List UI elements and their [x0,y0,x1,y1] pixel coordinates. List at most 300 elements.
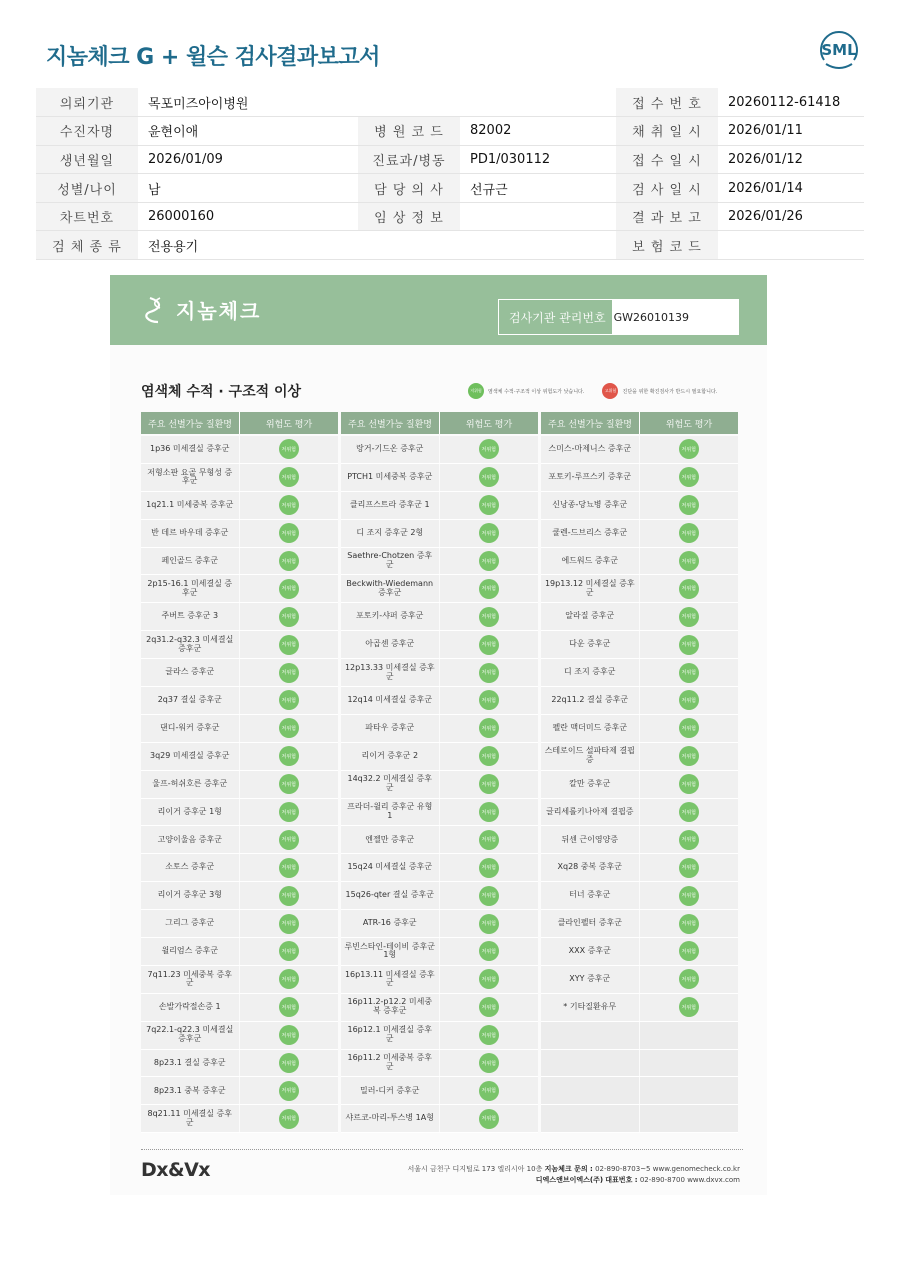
disease-name: ATR-16 증후군 [341,910,439,937]
risk-cell [440,826,538,853]
low-risk-badge: 저위험 [479,830,499,850]
disease-name: 19p13.12 미세결실 증후군 [541,575,639,602]
disease-name: Saethre-Chotzen 증후군 [341,548,439,575]
risk-cell [240,492,338,519]
risk-cell [640,743,738,770]
disease-name: 15q26-qter 결실 증후군 [341,882,439,909]
low-risk-badge: 저위험 [479,495,499,515]
low-risk-badge: 저위험 [479,1025,499,1045]
disease-row [141,575,338,603]
risk-cell [240,966,338,993]
disease-row [341,659,538,687]
risk-cell [240,687,338,714]
disease-row [341,520,538,548]
brand-name: 지놈체크 [176,299,262,323]
disease-name: 클리프스트라 증후군 1 [341,492,439,519]
column-header-risk: 위험도 평가 [439,412,538,434]
column-header [141,412,338,434]
disease-row [341,882,538,910]
disease-name: 아곱센 증후군 [341,631,439,658]
disease-name: 8q21.11 미세결실 증후군 [141,1105,239,1132]
disease-name: 고양이울음 증후군 [141,826,239,853]
disease-row [341,994,538,1022]
disease-row [141,743,338,771]
low-risk-badge: 저위험 [679,886,699,906]
info-value: 20260112-61418 [718,88,864,117]
low-risk-badge: 저위험 [479,607,499,627]
risk-cell [440,938,538,965]
info-label: 의뢰기관 [36,88,138,117]
disease-name: 신낭종-당뇨병 증후군 [541,492,639,519]
disease-row [541,771,738,799]
disease-column-1 [141,412,338,1133]
risk-cell [440,492,538,519]
disease-name: 16p11.2-p12.2 미세중복 증후군 [341,994,439,1021]
disease-name: 리이거 증후군 2 [341,743,439,770]
info-value: 전용용기 [138,231,358,260]
disease-row [541,520,738,548]
disease-name: 7q11.23 미세중복 증후군 [141,966,239,993]
low-risk-badge: 저위험 [679,467,699,487]
low-risk-badge: 저위험 [479,1109,499,1129]
low-risk-badge: 저위험 [279,635,299,655]
low-risk-badge: 저위험 [479,439,499,459]
risk-cell [240,1022,338,1049]
disease-name: 페인골드 증후군 [141,548,239,575]
info-value: 윤현이애 [138,117,358,146]
disease-name: 손발가락절손증 1 [141,994,239,1021]
low-risk-badge: 저위험 [679,551,699,571]
risk-cell [440,854,538,881]
disease-name: 루빈스타인-테이비 증후군 1형 [341,938,439,965]
disease-row [141,687,338,715]
low-risk-badge: 저위험 [679,607,699,627]
disease-name: 리이거 증후군 1형 [141,799,239,826]
low-risk-badge: 저위험 [679,914,699,934]
disease-row [341,1077,538,1105]
risk-cell [240,1105,338,1132]
disease-name: 디 조지 증후군 [541,659,639,686]
info-label: 접 수 일 시 [616,145,718,174]
patient-info-table [36,88,864,260]
low-risk-badge: 저위험 [279,523,299,543]
risk-cell [440,799,538,826]
disease-row [141,436,338,464]
low-risk-badge: 저위험 [279,718,299,738]
disease-name: 칼만 증후군 [541,771,639,798]
disease-row [141,492,338,520]
disease-row [341,492,538,520]
dxvx-logo: Dx&Vx [141,1159,211,1181]
disease-row [541,743,738,771]
disease-name: 밀러-디커 증후군 [341,1077,439,1104]
disease-row [541,659,738,687]
disease-name: Xq28 중복 증후군 [541,854,639,881]
disease-name: 프라더-윌리 증후군 유형 1 [341,799,439,826]
risk-cell [440,575,538,602]
disease-row [341,603,538,631]
disease-row [341,854,538,882]
risk-cell [240,771,338,798]
low-risk-badge: 저위험 [479,663,499,683]
disease-name: 주버트 증후군 3 [141,603,239,630]
low-risk-badge: 저위험 [479,1081,499,1101]
info-label: 결 과 보 고 [616,202,718,231]
info-label: 채 취 일 시 [616,117,718,146]
footer-rep-label: 대표번호 : [605,1176,638,1185]
disease-row [541,938,738,966]
info-row [36,231,864,260]
risk-cell [640,687,738,714]
info-label: 진료과/병동 [358,145,460,174]
low-risk-badge: 저위험 [479,467,499,487]
disease-row [341,826,538,854]
risk-cell [240,1077,338,1104]
info-value: 2026/01/11 [718,117,864,146]
low-risk-badge: 저위험 [479,914,499,934]
low-risk-badge: 저위험 [479,858,499,878]
disease-name: XYY 증후군 [541,966,639,993]
info-value: 2026/01/09 [138,145,358,174]
column-header-name: 주요 선별가능 질환명 [148,419,232,430]
disease-name [541,1050,639,1077]
info-label: 생년월일 [36,145,138,174]
disease-name: 포토키-루프스키 증후군 [541,464,639,491]
disease-name [541,1022,639,1049]
disease-row [541,687,738,715]
disease-name: 댄디-워커 증후군 [141,715,239,742]
disease-name: 윌리엄스 증후군 [141,938,239,965]
disease-row [141,464,338,492]
disease-row [541,548,738,576]
risk-cell [240,743,338,770]
disease-row [541,910,738,938]
risk-cell [240,548,338,575]
disease-row [541,575,738,603]
disease-name: 포토키-샤퍼 증후군 [341,603,439,630]
risk-cell [440,659,538,686]
low-risk-badge: 저위험 [679,858,699,878]
risk-cell [640,938,738,965]
risk-cell [240,575,338,602]
info-label: 보 험 코 드 [616,231,718,260]
risk-cell [640,994,738,1021]
low-risk-badge: 저위험 [679,774,699,794]
disease-name: 엔젤만 증후군 [341,826,439,853]
low-risk-badge: 저위험 [279,551,299,571]
disease-row [141,1022,338,1050]
low-risk-badge: 저위험 [279,914,299,934]
risk-cell [640,492,738,519]
info-label: 병 원 코 드 [358,117,460,146]
low-risk-badge: 저위험 [279,774,299,794]
disease-name: 글라스 증후군 [141,659,239,686]
risk-cell [240,715,338,742]
risk-cell [440,1022,538,1049]
column-header [341,412,538,434]
disease-row [541,882,738,910]
low-risk-badge: 저위험 [679,802,699,822]
risk-cell [640,631,738,658]
info-value [460,202,616,231]
disease-row [141,548,338,576]
column-header-risk: 위험도 평가 [639,412,738,434]
low-risk-badge: 저위험 [279,1081,299,1101]
footer-website-2: www.dxvx.com [687,1176,740,1185]
low-risk-badge: 저위험 [679,718,699,738]
disease-row [141,603,338,631]
genomecheck-report-image [110,275,767,1195]
risk-cell [440,994,538,1021]
section-title: 염색체 수적 · 구조적 이상 [141,384,302,400]
disease-row [541,631,738,659]
disease-row [341,743,538,771]
info-value [718,231,864,260]
genomecheck-brand [144,295,261,324]
disease-name: 12p13.33 미세결실 증후군 [341,659,439,686]
risk-cell [640,966,738,993]
low-risk-badge: 저위험 [479,802,499,822]
low-risk-badge: 저위험 [479,746,499,766]
risk-cell [440,687,538,714]
disease-name: 글리세롤키나아제 결핍증 [541,799,639,826]
risk-cell [440,520,538,547]
disease-name: 뒤센 근이영양증 [541,826,639,853]
low-risk-badge: 저위험 [279,802,299,822]
disease-name: 샤르코-마리-투스병 1A형 [341,1105,439,1132]
low-risk-badge: 저위험 [679,690,699,710]
column-header [541,412,738,434]
low-risk-badge: 저위험 [279,495,299,515]
low-risk-badge: 저위험 [479,635,499,655]
disease-name: 8p23.1 중복 증후군 [141,1077,239,1104]
info-label: 차트번호 [36,202,138,231]
disease-name: 클라인펠터 증후군 [541,910,639,937]
risk-cell [440,1050,538,1077]
disease-name [541,1105,639,1132]
disease-name: 2q31.2-q32.3 미세결실 증후군 [141,631,239,658]
disease-row [141,799,338,827]
disease-row [141,910,338,938]
disease-name: 다운 증후군 [541,631,639,658]
disease-name: 리이거 증후군 3형 [141,882,239,909]
disease-name: 15q24 미세결실 증후군 [341,854,439,881]
disease-name: 16p12.1 미세결실 증후군 [341,1022,439,1049]
low-risk-badge: 저위험 [679,579,699,599]
disease-row [541,464,738,492]
low-risk-badge: 저위험 [279,969,299,989]
low-risk-badge: 저위험 [279,663,299,683]
risk-cell [240,603,338,630]
risk-cell [440,548,538,575]
disease-row [141,994,338,1022]
sml-logo [816,30,862,76]
disease-row [341,1022,538,1050]
disease-row [341,436,538,464]
disease-row [541,826,738,854]
disease-row [341,938,538,966]
disease-row [341,966,538,994]
risk-cell [440,1077,538,1104]
footer-address: 서울시 금천구 디지털로 173 엘리시아 10층 [407,1165,543,1173]
disease-name: 소토스 증후군 [141,854,239,881]
risk-cell [240,938,338,965]
disease-name: 7q22.1-q22.3 미세결실 증후군 [141,1022,239,1049]
risk-cell [640,1050,738,1077]
low-risk-badge: 저위험 [479,718,499,738]
disease-row [341,799,538,827]
disease-row [541,603,738,631]
info-value: 26000160 [138,202,358,231]
column-header-name: 주요 선별가능 질환명 [348,419,432,430]
high-risk-legend-badge: 고위험 [602,383,618,399]
risk-cell [240,799,338,826]
risk-cell [640,1022,738,1049]
risk-cell [240,994,338,1021]
low-risk-badge: 저위험 [479,997,499,1017]
low-risk-legend-text: 염색체 수적·구조적 이상 위험도가 낮습니다. [488,388,585,395]
info-row [36,202,864,231]
low-risk-badge: 저위험 [279,886,299,906]
disease-name: 3q29 미세결실 증후군 [141,743,239,770]
info-empty-cell [460,88,616,117]
risk-cell [240,464,338,491]
disease-name: 알라질 증후군 [541,603,639,630]
low-risk-badge: 저위험 [279,579,299,599]
disease-name: 2q37 결실 증후군 [141,687,239,714]
disease-name: 펠란 맥더미드 증후군 [541,715,639,742]
disease-row [141,966,338,994]
disease-row [341,715,538,743]
info-value: 2026/01/26 [718,202,864,231]
low-risk-badge: 저위험 [479,579,499,599]
disease-name: 디 조지 증후군 2형 [341,520,439,547]
low-risk-badge: 저위험 [679,523,699,543]
disease-name: 그리그 증후군 [141,910,239,937]
footer-website-1: www.genomecheck.co.kr [652,1165,740,1173]
disease-row [541,436,738,464]
low-risk-badge: 저위험 [679,830,699,850]
disease-row [141,854,338,882]
disease-row [341,464,538,492]
low-risk-badge: 저위험 [479,523,499,543]
report-banner [110,275,767,345]
logo-text: SML [821,41,857,59]
risk-legend [468,383,717,399]
risk-cell [640,854,738,881]
low-risk-badge: 저위험 [279,830,299,850]
risk-cell [440,771,538,798]
low-risk-badge: 저위험 [479,941,499,961]
disease-name: 파타우 증후군 [341,715,439,742]
footer-company: 디엑스앤브이엑스(주) [535,1176,604,1185]
disease-row [141,938,338,966]
low-risk-badge: 저위험 [479,690,499,710]
info-value: 82002 [460,117,616,146]
info-label: 접 수 번 호 [616,88,718,117]
disease-column-2 [341,412,538,1133]
risk-cell [240,631,338,658]
disease-name: 8p23.1 결실 증후군 [141,1050,239,1077]
low-risk-badge: 저위험 [279,1109,299,1129]
disease-name: 에드워드 증후군 [541,548,639,575]
disease-row [141,659,338,687]
disease-row [541,854,738,882]
disease-row [141,1050,338,1078]
risk-cell [640,603,738,630]
risk-cell [440,743,538,770]
report-title: 지놈체크 G + 윌슨 검사결과보고서 [46,45,380,70]
risk-cell [240,1050,338,1077]
risk-cell [440,1105,538,1132]
info-value: PD1/030112 [460,145,616,174]
disease-name: 12q14 미세결실 증후군 [341,687,439,714]
management-number-value: GW26010139 [612,300,738,334]
low-risk-badge: 저위험 [279,1025,299,1045]
disease-name [541,1077,639,1104]
low-risk-badge: 저위험 [679,941,699,961]
risk-cell [440,966,538,993]
low-risk-badge: 저위험 [279,690,299,710]
disease-row [141,715,338,743]
disease-row [141,826,338,854]
disease-row [141,631,338,659]
risk-cell [240,520,338,547]
disease-name: 16p13.11 미세결실 증후군 [341,966,439,993]
disease-name: XXX 증후군 [541,938,639,965]
low-risk-badge: 저위험 [679,495,699,515]
disease-row [541,1050,738,1078]
disease-name: 저형소판 요골 무형성 증후군 [141,464,239,491]
disease-name: 터너 증후군 [541,882,639,909]
risk-cell [440,603,538,630]
info-value: 2026/01/12 [718,145,864,174]
disease-name: 14q32.2 미세결실 증후군 [341,771,439,798]
info-value: 2026/01/14 [718,174,864,203]
disease-row [141,771,338,799]
low-risk-badge: 저위험 [479,969,499,989]
info-row [36,174,864,203]
risk-cell [640,464,738,491]
low-risk-badge: 저위험 [479,551,499,571]
info-empty-cell [358,231,460,260]
disease-row [141,1105,338,1133]
disease-row [541,715,738,743]
disease-name: 22q11.2 결실 증후군 [541,687,639,714]
disease-row [541,492,738,520]
risk-cell [640,548,738,575]
disease-row [541,966,738,994]
info-label: 검 사 일 시 [616,174,718,203]
disease-name: 스테로이드 설파타제 결핍증 [541,743,639,770]
disease-row [541,1022,738,1050]
column-header-name: 주요 선별가능 질환명 [548,419,632,430]
high-risk-legend-text: 진단을 위한 확진검사가 반드시 필요합니다. [622,388,718,395]
risk-cell [240,659,338,686]
footer-rep-value: 02-890-8700 [639,1176,685,1185]
low-risk-badge: 저위험 [679,746,699,766]
risk-cell [640,1077,738,1104]
risk-cell [640,1105,738,1132]
risk-cell [240,882,338,909]
disease-column-3 [541,412,738,1133]
info-value: 남 [138,174,358,203]
risk-cell [640,659,738,686]
disease-name: 랑거-기드온 증후군 [341,436,439,463]
risk-cell [640,715,738,742]
risk-cell [640,826,738,853]
risk-cell [640,882,738,909]
